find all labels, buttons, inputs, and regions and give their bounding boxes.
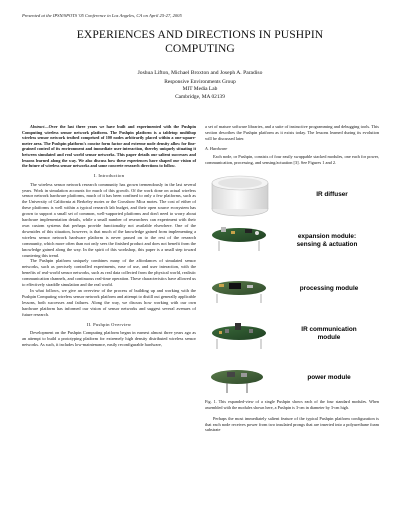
author-block	[20, 70, 380, 101]
left-column	[22, 124, 196, 348]
label-expansion-line-2: sensing & actuation	[296, 240, 358, 248]
power-module-image	[211, 370, 263, 393]
intro-paragraph-3: In what follows, we give an overview of the process of building up and working with the Pushpin Computing wireless sensor network platform and attempt to distill out generally applicable lessons, both successes and failures. Along the way, we discuss how working with our own hardware platform has informed our vision of sensor networks and suggest several avenues of future research.	[22, 287, 196, 317]
right-column	[205, 124, 379, 433]
conference-note: Presented at the IPSN/SPOTS '05 Conference in Los Angeles, CA on April 25-27, 2005	[22, 13, 182, 18]
label-processing-module: processing module	[299, 285, 359, 293]
right-column-final-paragraph: Perhaps the most immediately salient feature of the typical Pushpin platform configuration is that each node receives power from two insulated prongs that are inserted into a polyurethane foam substrate	[205, 415, 379, 433]
figure-caption: Fig. 1. This expanded-view of a single Pushpin shows each of the four standard modules. When assembled with the modules shown here, a Pushpin is 3-cm in diameter by 3-cm high.	[205, 399, 379, 411]
figure-pushpin-expanded	[205, 171, 379, 395]
abstract-label: Abstract	[30, 124, 45, 129]
abstract-text: —Over the last three years we have built and experimented with the Pushpin Computing wireless sensor network platform. The Pushpin platform is a tabletop multihop wireless sensor network testbed comprised of 100 nodes arbitrarily placed within a one-square-meter area. The Pushpin platform's concise form factor and extreme node density allow for fine-grained control of its environment and immediate user interaction, thereby uniquely situating it between simulated and real world sensor networks. This paper details our salient successes and lessons learned along the way. We also discuss how these experiences have shaped our vision of the future of wireless sensor networks and some concrete research directions to follow.	[22, 124, 196, 169]
right-column-continuation: a set of mature software libraries, and a suite of instructive programming and debugging tools. This section describes the Pushpin platform as it exists today. The lessons learned during its evolution will be discussed later.	[205, 124, 379, 141]
label-power-module: power module	[307, 374, 351, 382]
label-ir-communication-module	[281, 326, 377, 341]
intro-paragraph-2: The Pushpin platform uniquely combines many of the affordances of simulated sensor networks, such as precisely controlled experiments, ease of use, and user interaction, with the benefits of real-world sensor networks, such as real data collected from the physical world, realistic communication channels, and continuous real-time operation. These characteristics have allowed us to effectively straddle simulation and the real world.	[22, 258, 196, 288]
label-expansion-module	[277, 233, 377, 248]
hardware-paragraph-1: Each node, or Pushpin, consists of four easily swappable stacked modules, one each for power, communication, processing, and sensing/actuation [3]. See Figures 1 and 2.	[205, 153, 379, 165]
author-city: Cambridge, MA 02139	[175, 93, 225, 100]
ir-communication-module-image	[212, 323, 266, 349]
paper-title	[20, 28, 380, 55]
section-heading-overview: II. Pushpin Overview	[86, 321, 132, 327]
pushpin-module-illustration	[205, 171, 379, 395]
label-expansion-line-1: expansion module:	[297, 233, 357, 241]
abstract	[22, 124, 196, 169]
author-names: Joshua Lifton, Michael Broxton and Joseph A. Paradiso	[137, 70, 263, 76]
author-lab: MIT Media Lab	[182, 86, 218, 93]
label-ir-diffuser: IR diffuser	[316, 191, 348, 199]
intro-paragraph-1: The wireless sensor network research community has grown tremendously in the last several years. Work in simulation accounts for much of this growth. Of the work done on actual wireless sensor network hardware platforms, much of it has been confined to only a few platforms, such as the University of California at Berkeley motes or the Crossbow Mica motes. The cost of either of these platforms is well within a typical research lab budget, and their open source ecosystem has grown to support a small set of common, well-supported platforms and don't need to worry about hardware implementation details, while a small number of researchers can experiment with their own custom systems that perhaps provide functionality not available elsewhere. One of the downsides of this situation, however, is that much of the knowledge gained from implementing a wireless sensor network hardware platform is never passed on to the rest of the research community, which more often than not only sees the finished product and does not benefit from the knowledge gained along the way. In the spirit of this workshop, this paper is a small step toward countering this trend.	[22, 181, 196, 258]
title-line-1: EXPERIENCES AND DIRECTIONS IN PUSHPIN	[76, 28, 324, 41]
label-ir-comm-line-1: IR communication	[301, 326, 357, 334]
subsection-heading-hardware: A. Hardware	[205, 145, 228, 151]
label-ir-comm-line-2: module	[317, 333, 341, 341]
author-group: Responsive Environments Group	[164, 78, 236, 85]
section-heading-introduction: I. Introduction	[93, 172, 125, 178]
ir-diffuser-image	[212, 176, 268, 216]
processing-module-image	[212, 281, 266, 303]
overview-paragraph-1: Development on the Pushpin Computing platform began in earnest almost three years ago as an attempt to build a prototyping platform for extremely high density distributed wireless sensor networks. As such, it includes low-maintenance, easily reconfigurable hardware,	[22, 330, 196, 348]
title-line-2: COMPUTING	[165, 41, 235, 55]
expansion-module-image	[212, 227, 266, 251]
